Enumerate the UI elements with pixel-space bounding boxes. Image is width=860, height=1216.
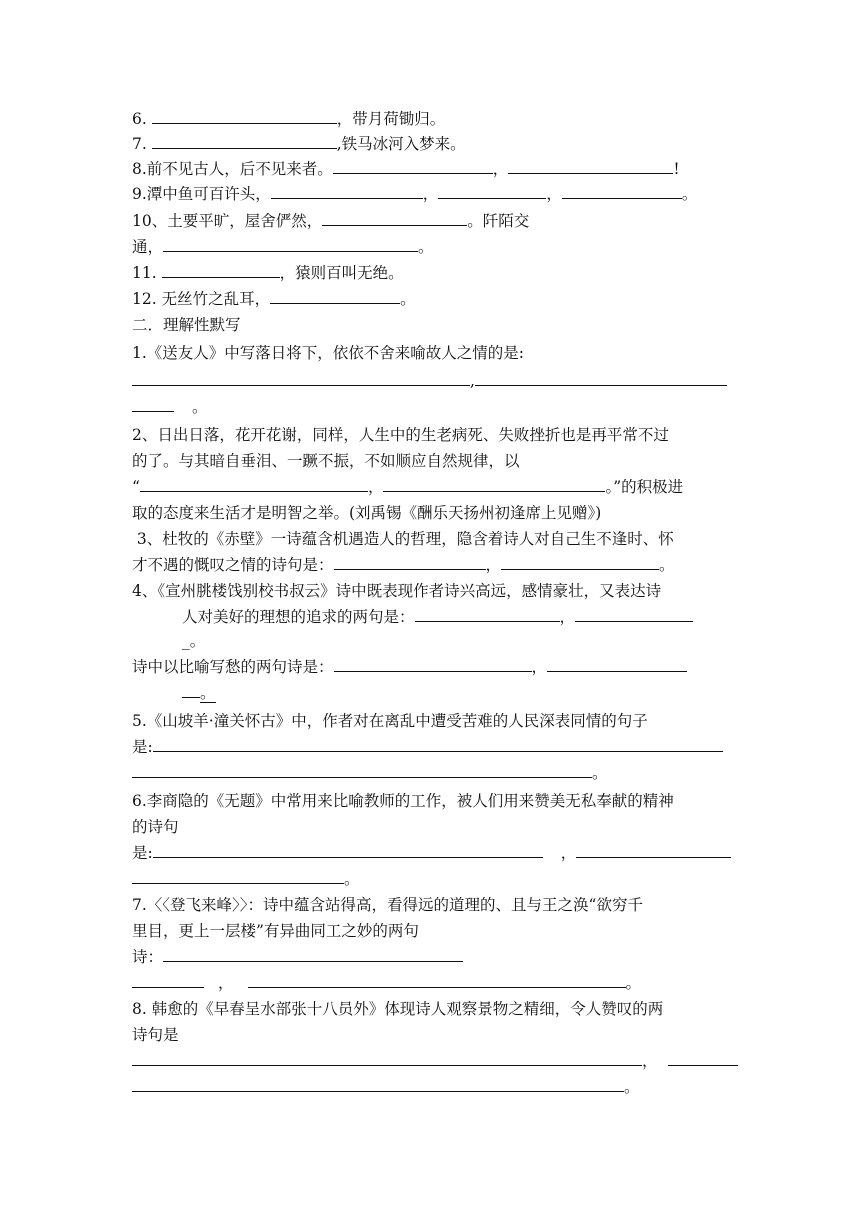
question-2-line-4: [132, 502, 732, 524]
item-11-text: ，猿则百叫无绝。: [279, 264, 404, 282]
answer-blank[interactable]: [140, 476, 368, 492]
item-9-separator: ，: [546, 185, 562, 203]
answer-blank[interactable]: [162, 262, 280, 278]
answer-blank[interactable]: [271, 183, 423, 199]
item-8-separator: ，: [492, 160, 509, 178]
item-10-end: 。: [418, 238, 434, 256]
answer-blank[interactable]: [334, 656, 532, 672]
question-6-line-3: [132, 842, 732, 864]
answer-blank[interactable]: [322, 210, 467, 226]
question-1-end: 。: [192, 398, 208, 416]
item-8: [132, 158, 732, 180]
question-5-line-1: [132, 710, 732, 732]
question-6-line-4: [132, 868, 732, 890]
question-7-text: 里目，更上一层楼”有异曲同工之妙的两句: [132, 922, 419, 940]
question-3-text: 3、杜牧的《赤壁》一诗蕴含机遇造人的哲理，隐含着诗人对自己生不逢时、怀: [132, 530, 674, 548]
answer-blank[interactable]: [153, 736, 723, 752]
question-3-line-1: [132, 528, 732, 550]
question-2-text: 的了。与其暗自垂泪、一蹶不振，不如顺应自然规律，以: [132, 452, 520, 470]
question-1-text: 1.《送友人》中写落日将下，依依不舍来喻故人之情的是:: [132, 344, 525, 362]
item-10-text-continued: 。阡陌交: [467, 212, 530, 230]
question-4-end: 。: [200, 684, 216, 702]
answer-blank[interactable]: [248, 972, 626, 988]
question-2-text: 取的态度来生活才是明智之举。(刘禹锡《酬乐天扬州初逢席上见赠》): [132, 504, 602, 522]
question-7-line-3: [132, 946, 732, 968]
question-6-separator: ，: [560, 844, 577, 862]
question-5-text: 是:: [132, 738, 153, 756]
question-6-line-2: [132, 816, 732, 838]
question-6-text: 6.李商隐的《无题》中常用来比喻教师的工作，被人们用来赞美无私奉献的精神: [132, 792, 674, 810]
question-2-line-3: [132, 476, 732, 498]
answer-blank[interactable]: [668, 1050, 738, 1066]
item-10-line-1: [132, 210, 732, 232]
item-9-end: 。: [681, 185, 698, 203]
answer-blank[interactable]: [182, 682, 200, 698]
question-6-line-1: [132, 790, 732, 812]
item-9-text: 9.潭中鱼可百许头，: [132, 185, 271, 203]
question-2-close: 。”的积极进: [605, 478, 684, 496]
answer-blank[interactable]: [334, 554, 486, 570]
answer-blank[interactable]: [153, 842, 543, 858]
answer-blank[interactable]: [132, 396, 174, 412]
item-11-number: 11.: [132, 264, 162, 282]
answer-blank[interactable]: [415, 606, 560, 622]
item-12-end: 。: [400, 290, 416, 308]
answer-blank[interactable]: [501, 554, 659, 570]
question-3-line-2: [132, 554, 732, 576]
answer-blank[interactable]: [270, 288, 400, 304]
question-3-text: 才不遇的慨叹之情的诗句是：: [132, 556, 334, 574]
question-4-separator: ，: [531, 658, 548, 676]
answer-blank[interactable]: [132, 370, 470, 386]
question-7-text: 诗：: [132, 948, 164, 966]
answer-blank[interactable]: [152, 133, 337, 149]
answer-blank[interactable]: [333, 158, 493, 174]
question-2-line-1: [132, 424, 732, 446]
item-9-separator: ，: [422, 185, 439, 203]
question-7-separator: ，: [218, 974, 234, 992]
question-7-end: 。: [625, 974, 642, 992]
section-heading: [132, 314, 732, 336]
item-10-text: 通，: [132, 238, 164, 256]
answer-blank[interactable]: [132, 1076, 624, 1092]
question-7-line-4: [132, 972, 732, 994]
answer-blank[interactable]: [152, 108, 337, 124]
question-1-separator: ,: [470, 372, 475, 390]
question-2-separator: ，: [367, 478, 384, 496]
question-3-end: 。: [659, 556, 675, 574]
question-8-end: 。: [624, 1078, 640, 1096]
item-11: [132, 262, 732, 284]
question-4-text: 人对美好的理想的追求的两句是：: [182, 608, 415, 626]
question-4-text: _。: [182, 632, 206, 650]
answer-blank[interactable]: [562, 183, 682, 199]
item-6-text: ，带月荷锄归。: [336, 110, 446, 128]
item-7-number: 7.: [132, 135, 152, 153]
item-7: [132, 133, 732, 155]
question-4-line-3: [182, 630, 732, 652]
item-12: [132, 288, 732, 310]
answer-blank[interactable]: [576, 842, 731, 858]
question-4-separator: ，: [559, 608, 576, 626]
section-heading-text: 二．理解性默写: [132, 316, 241, 334]
answer-blank[interactable]: [508, 158, 673, 174]
answer-blank[interactable]: [132, 868, 344, 884]
answer-blank[interactable]: [163, 946, 463, 962]
question-8-text: 8. 韩愈的《早春呈水部张十八员外》体现诗人观察景物之精细，令人赞叹的两: [132, 1000, 664, 1018]
question-4-line-5: [182, 682, 732, 704]
answer-blank[interactable]: [547, 656, 687, 672]
question-6-end: 。: [344, 870, 360, 888]
question-2-text: 2、日出日落，花开花谢，同样，人生中的生老病死、失败挫折也是再平常不过: [132, 426, 669, 444]
question-2-open-quote: “: [132, 478, 140, 496]
question-4-line-1: [132, 580, 732, 602]
question-8-separator: ，: [642, 1052, 658, 1070]
item-10-text: 10、土要平旷，屋舍俨然，: [132, 212, 323, 230]
item-9: [132, 183, 732, 205]
question-7-text: 7.〈〈登飞来峰〉〉：诗中蕴含站得高，看得远的道理的、且与王之涣“欲穷千: [132, 896, 643, 914]
answer-blank[interactable]: [438, 183, 546, 199]
question-8-line-2: [132, 1024, 732, 1046]
question-4-line-4: [132, 656, 732, 678]
question-7-line-2: [132, 920, 732, 942]
question-2-line-2: [132, 450, 732, 472]
item-6-number: 6.: [132, 110, 152, 128]
answer-blank[interactable]: [132, 762, 592, 778]
item-7-text: ,铁马冰河入梦来。: [336, 135, 466, 153]
question-5-text: 5.《山坡羊·潼关怀古》中，作者对在离乱中遭受苦难的人民深表同情的句子: [132, 712, 648, 730]
question-6-text: 的诗句: [132, 818, 179, 836]
question-5-line-3: [132, 762, 732, 784]
answer-blank[interactable]: [475, 370, 727, 386]
question-5-line-2: [132, 736, 732, 758]
question-5-end: 。: [592, 764, 608, 782]
question-4-text: 诗中以比喻写愁的两句诗是：: [132, 658, 334, 676]
question-1-prompt: [132, 342, 732, 364]
item-6: [132, 108, 732, 130]
item-8-text: 8.前不见古人，后不见来者。: [132, 160, 333, 178]
item-12-text: 12. 无丝竹之乱耳，: [132, 290, 271, 308]
question-7-line-1: [132, 894, 732, 916]
question-8-line-4: [132, 1076, 732, 1098]
question-1-answer-line-2: [132, 396, 732, 418]
question-4-text: 4、《宣州朓楼饯别校书叔云》诗中既表现作者诗兴高远，感情豪壮，又表达诗: [132, 582, 662, 600]
answer-blank[interactable]: [163, 236, 418, 252]
answer-blank[interactable]: [132, 972, 204, 988]
answer-blank[interactable]: [132, 1050, 642, 1066]
question-8-text: 诗句是: [132, 1026, 179, 1044]
question-6-text: 是:: [132, 844, 153, 862]
answer-blank[interactable]: [575, 606, 693, 622]
item-10-line-2: [132, 236, 732, 258]
question-4-line-2: [182, 606, 732, 628]
question-8-line-3: [132, 1050, 732, 1072]
item-8-end: !: [673, 160, 680, 178]
question-8-line-1: [132, 998, 732, 1020]
question-1-answer-line: [132, 370, 732, 392]
question-3-separator: ，: [485, 556, 502, 574]
answer-blank[interactable]: [383, 476, 605, 492]
